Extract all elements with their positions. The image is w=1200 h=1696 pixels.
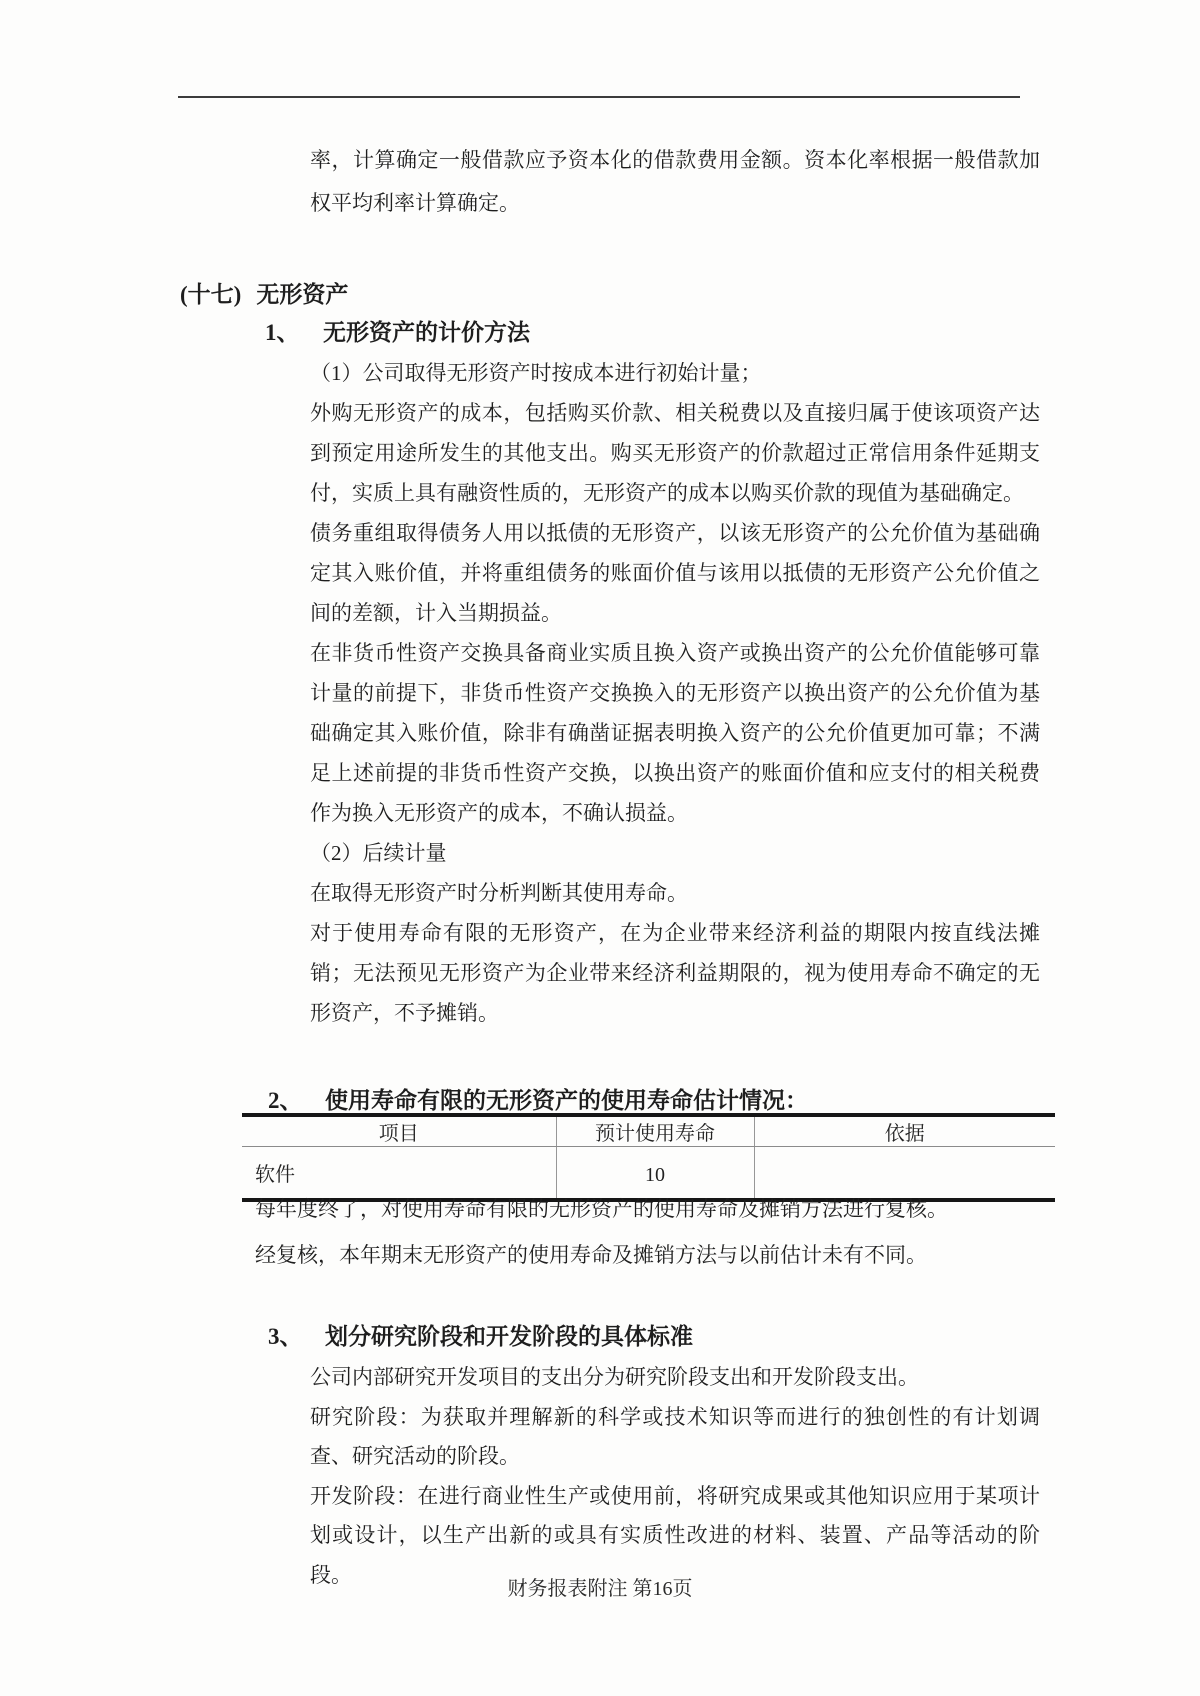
item1-paragraph: （2）后续计量	[310, 841, 447, 865]
item3-heading	[268, 1322, 693, 1352]
section-number: (十七)	[180, 282, 242, 307]
section-title: 无形资产	[256, 282, 349, 307]
item2-note: 每年度终了，对使用寿命有限的无形资产的使用寿命及摊销方法进行复核。	[255, 1197, 948, 1221]
item3-paragraph: 公司内部研究开发项目的支出分为研究阶段支出和开发阶段支出。	[310, 1365, 919, 1389]
column-header-expected-life: 预计使用寿命	[556, 1115, 754, 1147]
cell-expected-life: 10	[556, 1147, 754, 1201]
item1-paragraph: （1）公司取得无形资产时按成本进行初始计量；	[310, 361, 762, 385]
intro-paragraph: 率，计算确定一般借款应予资本化的借款费用金额。资本化率根据一般借款加权平均利率计算确定。	[310, 148, 1040, 215]
item1-paragraph: 在非货币性资产交换具备商业实质且换入资产或换出资产的公允价值能够可靠计量的前提下，非货币性资产交换换入的无形资产以换出资产的公允价值为基础确定其入账价值，除非有确凿证据表明换入资产的公允价值更加可靠；不满足上述前提的非货币性资产交换，以换出资产的账面价值和应支付的相关税费作为换入无形资产的成本，不确认损益。	[310, 641, 1040, 825]
item2-number: 2、	[268, 1088, 303, 1113]
item2-note: 经复核，本年期末无形资产的使用寿命及摊销方法与以前估计未有不同。	[255, 1243, 927, 1267]
item1-paragraph: 外购无形资产的成本，包括购买价款、相关税费以及直接归属于使该项资产达到预定用途所发生的其他支出。购买无形资产的价款超过正常信用条件延期支付，实质上具有融资性质的，无形资产的成本以购买价款的现值为基础确定。	[310, 401, 1040, 505]
item1-paragraph: 在取得无形资产时分析判断其使用寿命。	[310, 881, 688, 905]
header-rule	[178, 96, 1020, 98]
page-footer: 财务报表附注 第16页	[507, 1578, 693, 1600]
item1-title: 无形资产的计价方法	[323, 320, 530, 345]
item3-paragraph: 开发阶段：在进行商业性生产或使用前，将研究成果或其他知识应用于某项计划或设计，以生产出新的或具有实质性改进的材料、装置、产品等活动的阶段。	[310, 1483, 1040, 1587]
item3-title: 划分研究阶段和开发阶段的具体标准	[325, 1324, 693, 1349]
item2-notes	[255, 1186, 1055, 1278]
table-header-row	[242, 1115, 1055, 1147]
cell-item-name: 软件	[242, 1147, 556, 1201]
item2-title: 使用寿命有限的无形资产的使用寿命估计情况：	[325, 1088, 808, 1113]
item3-body	[310, 1358, 1040, 1595]
item3-paragraph: 研究阶段：为获取并理解新的科学或技术知识等而进行的独创性的有计划调查、研究活动的阶段。	[310, 1404, 1040, 1468]
item1-heading	[265, 318, 530, 348]
column-header-item: 项目	[242, 1115, 556, 1147]
section-heading	[180, 280, 348, 310]
item1-body	[310, 353, 1040, 1033]
item2-heading	[268, 1086, 808, 1116]
column-header-basis: 依据	[754, 1115, 1055, 1147]
item3-number: 3、	[268, 1324, 303, 1349]
item1-paragraph: 债务重组取得债务人用以抵债的无形资产，以该无形资产的公允价值为基础确定其入账价值，并将重组债务的账面价值与该用以抵债的无形资产公允价值之间的差额，计入当期损益。	[310, 521, 1040, 625]
item1-number: 1、	[265, 320, 300, 345]
item1-paragraph: 对于使用寿命有限的无形资产，在为企业带来经济利益的期限内按直线法摊销；无法预见无形资产为企业带来经济利益期限的，视为使用寿命不确定的无形资产，不予摊销。	[310, 921, 1040, 1025]
